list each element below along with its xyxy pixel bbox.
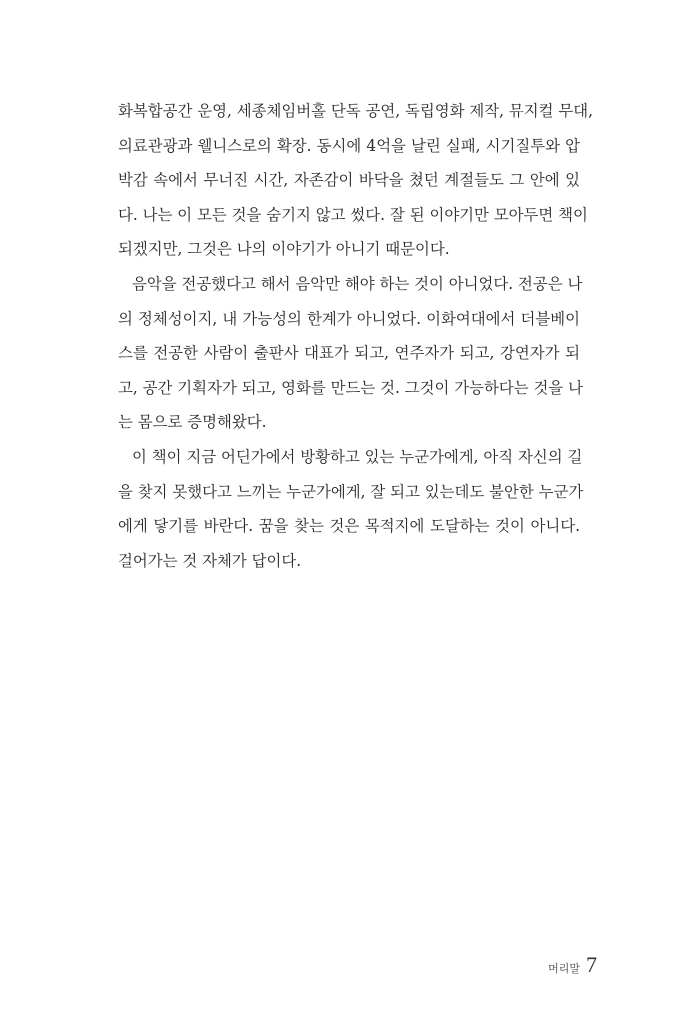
text-line: 박감 속에서 무너진 시간, 자존감이 바닥을 쳤던 계절들도 그 안에 있 [118, 171, 580, 190]
text-line: 의 정체성이지, 내 가능성의 한계가 아니었다. 이화여대에서 더블베이 [118, 309, 580, 328]
text-line: 음악을 전공했다고 해서 음악만 해야 하는 것이 아니었다. 전공은 나 [132, 274, 583, 293]
text-line: 다. 나는 이 모든 것을 숨기지 않고 썼다. 잘 된 이야기만 모아두면 책이 [118, 205, 588, 224]
text-line: 의료관광과 웰니스로의 확장. 동시에 4억을 날린 실패, 시기질투와 압 [118, 136, 580, 155]
text-line: 고, 공간 기획자가 되고, 영화를 만드는 것. 그것이 가능하다는 것을 나 [118, 378, 584, 397]
text-line: 되겠지만, 그것은 나의 이야기가 아니기 때문이다. [118, 240, 450, 259]
text-line: 걸어가는 것 자체가 답이다. [118, 551, 302, 570]
body-text [118, 96, 593, 580]
text-line: 스를 전공한 사람이 출판사 대표가 되고, 연주자가 되고, 강연자가 되 [118, 344, 580, 363]
text-line: 화복합공간 운영, 세종체임버홀 단독 공연, 독립영화 제작, 뮤지컬 무대, [118, 102, 593, 120]
page-footer [548, 952, 597, 978]
text-line: 는 몸으로 증명해왔다. [118, 413, 267, 432]
text-line: 을 찾지 못했다고 느끼는 누군가에게, 잘 되고 있는데도 불안한 누군가 [118, 482, 584, 501]
page-number: 7 [586, 952, 597, 977]
chapter-label: 머리말 [548, 962, 580, 975]
text-line: 에게 닿기를 바란다. 꿈을 찾는 것은 목적지에 도달하는 것이 아니다. [118, 517, 580, 536]
text-line: 이 책이 지금 어딘가에서 방황하고 있는 누군가에게, 아직 자신의 길 [132, 447, 583, 466]
